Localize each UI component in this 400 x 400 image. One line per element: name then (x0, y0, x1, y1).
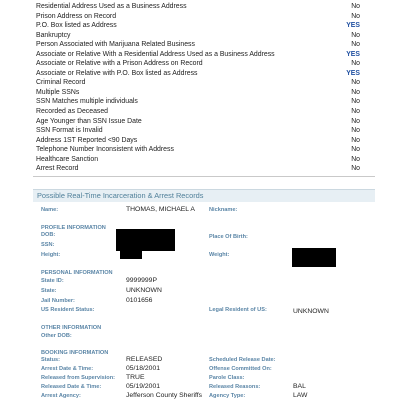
flag-row (36, 50, 360, 60)
flag-label: P.O. Box listed as Address (36, 22, 117, 30)
risk-flags-list (36, 2, 360, 174)
dob-label: DOB: (41, 232, 56, 238)
redaction-box (116, 229, 175, 251)
state-value: UNKNOWN (126, 287, 162, 294)
flag-label: Arrest Record (36, 165, 79, 173)
personal-info-header: PERSONAL INFORMATION (41, 270, 113, 276)
booking-info-header: BOOKING INFORMATION (41, 350, 109, 356)
profile-info-header: PROFILE INFORMATION (41, 225, 106, 231)
redaction-box (120, 251, 142, 259)
flag-row (36, 117, 360, 127)
flag-value: No (351, 165, 360, 173)
offense-committed-label: Offense Committed On: (209, 366, 272, 372)
status-label: Status: (41, 357, 60, 363)
flag-row (36, 31, 360, 41)
flag-row (36, 88, 360, 98)
flag-label: Bankruptcy (36, 31, 71, 39)
flag-value: No (351, 31, 360, 39)
flag-row (36, 21, 360, 31)
flag-row (36, 145, 360, 155)
flag-row (36, 97, 360, 107)
flag-value: No (351, 12, 360, 20)
weight-label: Weight: (209, 252, 230, 258)
section-divider (33, 176, 375, 177)
flag-row (36, 59, 360, 69)
flag-value: No (351, 136, 360, 144)
arrest-agency-label: Arrest Agency: (41, 393, 81, 399)
place-of-birth-label: Place Of Birth: (209, 234, 248, 240)
flag-label: Associate or Relative With a Residential Address Used as a Business Address (36, 50, 275, 58)
released-reasons-label: Released Reasons: (209, 384, 261, 390)
flag-value: No (351, 146, 360, 154)
released-date-value: 05/19/2001 (126, 383, 161, 390)
flag-label: Person Associated with Marijuana Related Business (36, 41, 195, 49)
flag-row (36, 2, 360, 12)
state-id-value: 9999999P (126, 277, 157, 284)
flag-row (36, 40, 360, 50)
state-label: State: (41, 288, 57, 294)
released-from-supervision-label: Released from Supervision: (41, 375, 115, 381)
flag-label: Telephone Number Inconsistent with Address (36, 146, 174, 154)
flag-value: No (351, 60, 360, 68)
flag-row (36, 107, 360, 117)
flag-label: Associate or Relative with a Prison Address on Record (36, 60, 203, 68)
name-label: Name: (41, 207, 59, 213)
other-info-header: OTHER INFORMATION (41, 325, 102, 331)
section-title: Possible Real-Time Incarceration & Arrest Records (33, 189, 375, 202)
flag-label: Address 1ST Reported <90 Days (36, 136, 138, 144)
flag-value: No (351, 3, 360, 10)
flag-row (36, 78, 360, 88)
flag-value: No (351, 108, 360, 116)
flag-value: YES (346, 69, 360, 77)
redaction-box (292, 248, 336, 267)
flag-label: SSN Format is Invalid (36, 127, 103, 135)
flag-label: SSN Matches multiple individuals (36, 98, 138, 106)
flag-value: YES (346, 22, 360, 30)
jail-number-value: 0101656 (126, 297, 153, 304)
flag-row (36, 126, 360, 136)
flag-row (36, 136, 360, 146)
parole-class-label: Parole Class: (209, 375, 245, 381)
flag-label: Residential Address Used as a Business Address (36, 3, 187, 10)
flag-value: No (351, 117, 360, 125)
released-reasons-value: BAL (293, 383, 306, 390)
arrest-agency-value: Jefferson County Sheriffs (126, 392, 203, 399)
arrest-date-label: Arrest Date & Time: (41, 366, 94, 372)
flag-value: No (351, 88, 360, 96)
flag-label: Prison Address on Record (36, 12, 117, 20)
us-resident-status-label: US Resident Status: (41, 307, 95, 313)
flag-label: Age Younger than SSN Issue Date (36, 117, 142, 125)
ssn-label: SSN: (41, 242, 55, 248)
agency-type-label: Agency Type: (209, 393, 246, 399)
flag-value: No (351, 79, 360, 87)
flag-label: Criminal Record (36, 79, 86, 87)
scheduled-release-label: Scheduled Release Date: (209, 357, 276, 363)
flag-row (36, 155, 360, 165)
legal-resident-label: Legal Resident of US: (209, 307, 267, 313)
flag-label: Associate or Relative with P.O. Box listed as Address (36, 69, 198, 77)
flag-label: Multiple SSNs (36, 88, 80, 96)
other-dob-label: Other DOB: (41, 333, 72, 339)
flag-value: No (351, 155, 360, 163)
flag-row (36, 12, 360, 22)
agency-type-value: LAW (293, 392, 308, 399)
name-value: THOMAS, MICHAEL A (126, 206, 195, 213)
flag-row (36, 69, 360, 79)
flag-value: No (351, 41, 360, 49)
flag-label: Healthcare Sanction (36, 155, 99, 163)
nickname-label: Nickname: (209, 207, 238, 213)
flag-value: No (351, 127, 360, 135)
jail-number-label: Jail Number: (41, 298, 75, 304)
released-from-supervision-value: TRUE (126, 374, 145, 381)
flag-value: YES (346, 50, 360, 58)
released-date-label: Released Date & Time: (41, 384, 102, 390)
state-id-label: State ID: (41, 278, 64, 284)
flag-label: Recorded as Deceased (36, 108, 109, 116)
arrest-date-value: 05/18/2001 (126, 365, 161, 372)
status-value: RELEASED (126, 356, 163, 363)
flag-row (36, 164, 360, 174)
height-label: Height: (41, 252, 61, 258)
flag-value: No (351, 98, 360, 106)
legal-resident-value: UNKNOWN (293, 308, 329, 315)
